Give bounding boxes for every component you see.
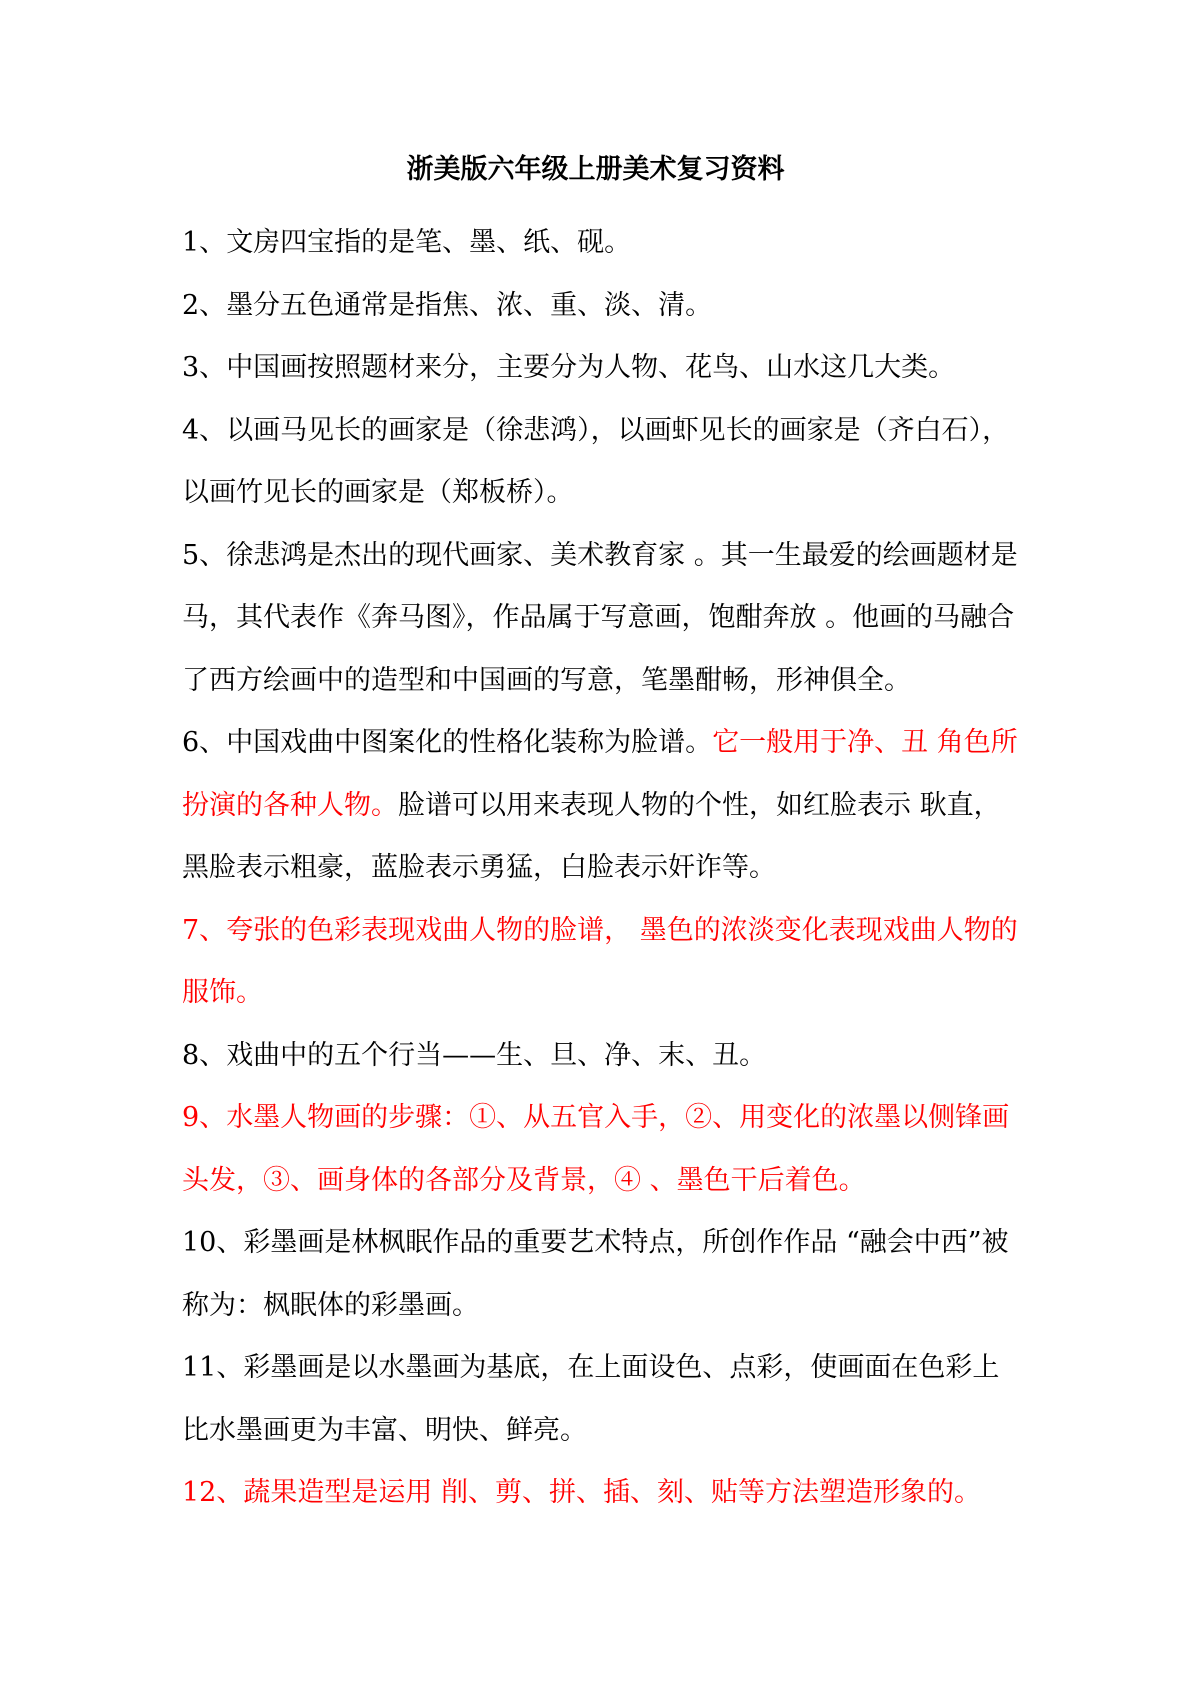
- list-item-2: [182, 275, 1018, 338]
- item-text: 水墨人物画的步骤：①、从五官入手，②、用变化的浓墨以侧锋画头发，③、画身体的各部分及背景，④ 、墨色干后着色。: [182, 1102, 1010, 1196]
- item-text: 墨分五色通常是指焦、浓、重、淡、清。: [226, 289, 713, 321]
- item-number: 4、: [182, 414, 227, 446]
- list-item-8: [182, 1025, 1018, 1088]
- list-item-7: [182, 900, 1018, 1025]
- list-item-1: [182, 212, 1018, 275]
- item-number: 12、: [182, 1477, 244, 1508]
- item-text: 夸张的色彩表现戏曲人物的脸谱， 墨色的浓淡变化表现戏曲人物的服饰。: [182, 914, 1018, 1008]
- list-item-5: [182, 525, 1018, 713]
- item-number: 9、: [182, 1102, 227, 1133]
- item-number: 1、: [182, 227, 227, 258]
- item-number: 2、: [182, 289, 227, 321]
- item-highlight-text: 它一般用于净、丑 角色所扮演的各种人物。: [182, 727, 1018, 821]
- document-title: 浙美版六年级上册美术复习资料: [406, 154, 785, 185]
- item-text: 文房四宝指的是笔、墨、纸、砚。: [226, 227, 632, 258]
- review-list: [182, 212, 1018, 1525]
- item-text: 中国戏曲中图案化的性格化装称为脸谱。: [226, 727, 713, 758]
- item-text: 蔬果造型是运用 削、剪、拼、插、刻、贴等方法塑造形象的。: [243, 1477, 981, 1508]
- item-text: 彩墨画是以水墨画为基底，在上面设色、点彩，使画面在色彩上比水墨画更为丰富、明快、鲜亮。: [182, 1352, 1000, 1446]
- list-item-11: [182, 1337, 1018, 1462]
- item-text: 脸谱可以用来表现人物的个性，如红脸表示 耿直，黑脸表示粗豪，蓝脸表示勇猛，白脸表示奸诈等。: [182, 789, 1001, 883]
- item-number: 7、: [182, 914, 227, 946]
- item-number: 11、: [182, 1352, 244, 1383]
- item-number: 6、: [182, 727, 227, 758]
- list-item-4: [182, 400, 1018, 525]
- item-number: 10、: [182, 1227, 244, 1258]
- list-item-3: [182, 337, 1018, 400]
- item-text: 徐悲鸿是杰出的现代画家、美术教育家 。其一生最爱的绘画题材是马，其代表作《奔马图》，作品属于写意画，饱酣奔放 。他画的马融合了西方绘画中的造型和中国画的写意，笔墨酣畅，形神俱全。: [182, 539, 1018, 696]
- list-item-6: [182, 712, 1018, 900]
- list-item-10: [182, 1212, 1018, 1337]
- item-text: 戏曲中的五个行当——生、旦、净、末、丑。: [226, 1039, 767, 1071]
- list-item-9: [182, 1087, 1018, 1212]
- item-text: 中国画按照题材来分，主要分为人物、花鸟、山水这几大类。: [226, 352, 956, 383]
- item-text: 彩墨画是林枫眠作品的重要艺术特点，所创作作品 “融会中西”被称为：枫眠体的彩墨画。: [182, 1227, 1009, 1321]
- item-number: 5、: [182, 539, 227, 571]
- list-item-12: [182, 1462, 1018, 1525]
- item-number: 3、: [182, 352, 227, 383]
- item-number: 8、: [182, 1039, 227, 1071]
- item-text: 以画马见长的画家是（徐悲鸿），以画虾见长的画家是（齐白石），以画竹见长的画家是（郑板桥）。: [182, 414, 1010, 508]
